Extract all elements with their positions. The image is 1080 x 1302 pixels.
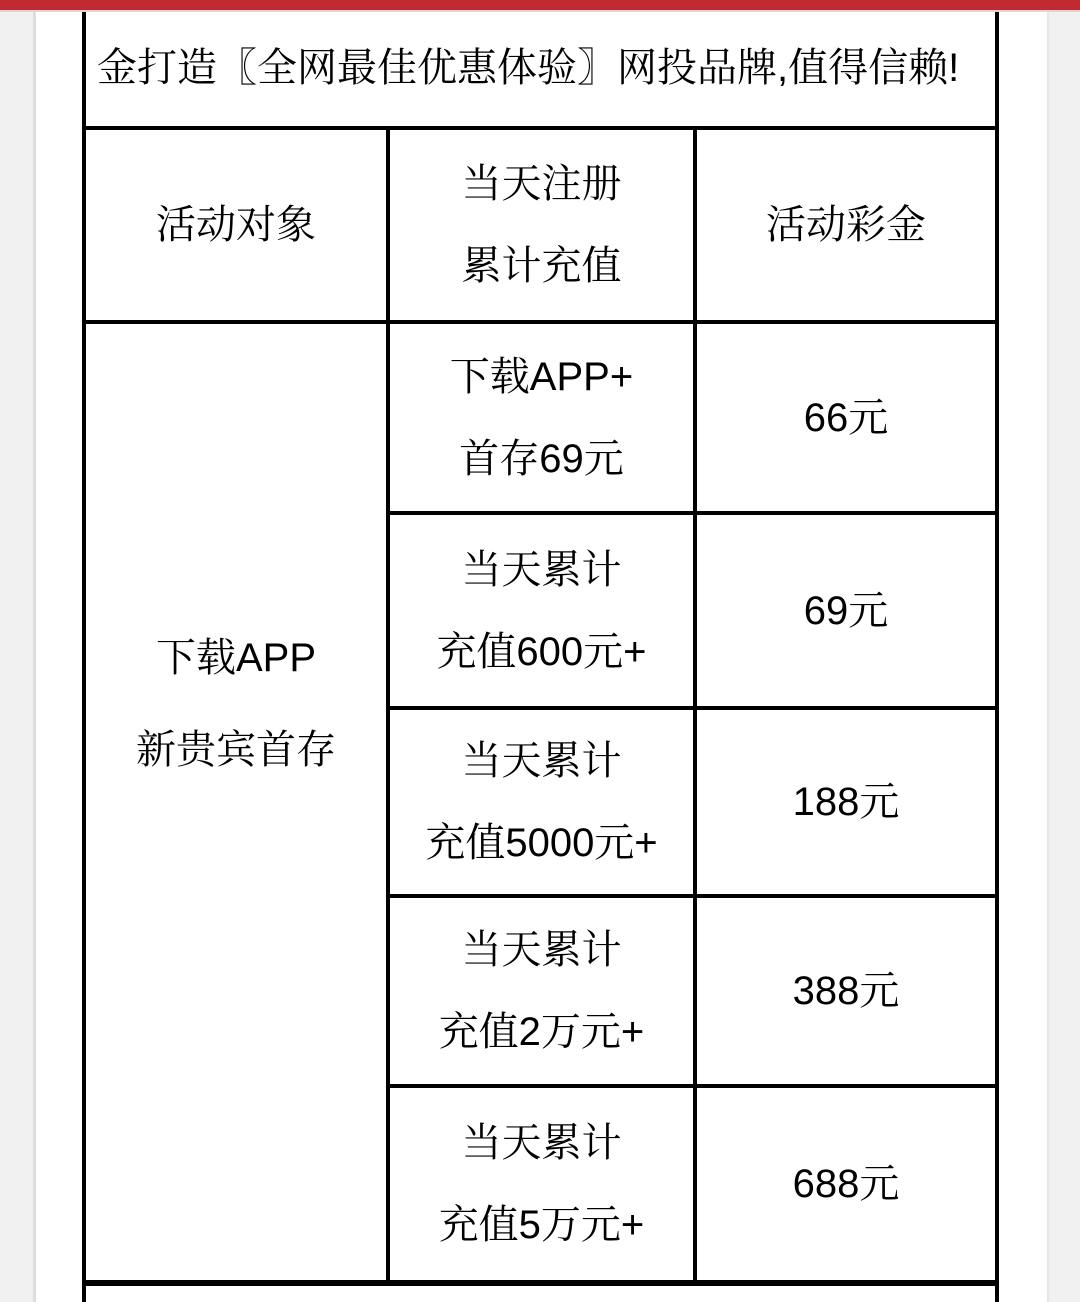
bonus-cell (697, 898, 995, 1084)
banner-cell (86, 10, 995, 126)
header-activity-target-label: 活动对象 (156, 203, 316, 247)
condition-cell (390, 898, 693, 1084)
header-deposit (390, 130, 693, 320)
bonus-value: 388元 (792, 969, 900, 1013)
promo-table (82, 10, 999, 1286)
activity-target-line1: 下载APP (155, 636, 317, 680)
banner-text: 金打造〖全网最佳优惠体验〗网投品牌,值得信赖! (97, 46, 960, 90)
bonus-value: 188元 (792, 780, 900, 824)
condition-line2: 充值2万元+ (438, 1010, 645, 1054)
condition-line1: 当天累计 (461, 547, 622, 592)
bonus-cell (697, 1088, 995, 1280)
header-bonus-label: 活动彩金 (766, 203, 926, 247)
bonus-value: 66元 (803, 395, 889, 440)
activity-target-line2: 新贵宾首存 (136, 728, 336, 772)
condition-line1: 当天累计 (461, 739, 622, 783)
condition-cell (390, 324, 693, 511)
bonus-cell (697, 710, 995, 894)
condition-line2: 充值5000元+ (425, 821, 658, 865)
next-section-partial (82, 1286, 999, 1302)
bonus-cell (697, 515, 995, 706)
condition-line2: 充值600元+ (436, 629, 647, 674)
condition-line2: 首存69元 (459, 436, 624, 481)
header-bonus (697, 130, 995, 320)
bonus-cell (697, 324, 995, 511)
condition-line2: 充值5万元+ (438, 1203, 645, 1247)
condition-line1: 当天累计 (461, 1121, 622, 1165)
activity-target-cell (86, 324, 386, 1280)
right-page-margin (1047, 10, 1080, 1302)
condition-cell (390, 710, 693, 894)
header-deposit-line1: 当天注册 (461, 162, 622, 206)
condition-cell (390, 515, 693, 706)
bonus-value: 69元 (803, 588, 889, 633)
top-red-bar (0, 0, 1080, 12)
header-deposit-line2: 累计充值 (461, 244, 622, 288)
condition-line1: 下载APP+ (449, 354, 634, 399)
bonus-value: 688元 (792, 1162, 900, 1206)
left-page-margin (0, 10, 36, 1302)
condition-line1: 当天累计 (461, 928, 622, 972)
condition-cell (390, 1088, 693, 1280)
header-activity-target (86, 130, 386, 320)
activity-target-content (136, 638, 336, 770)
